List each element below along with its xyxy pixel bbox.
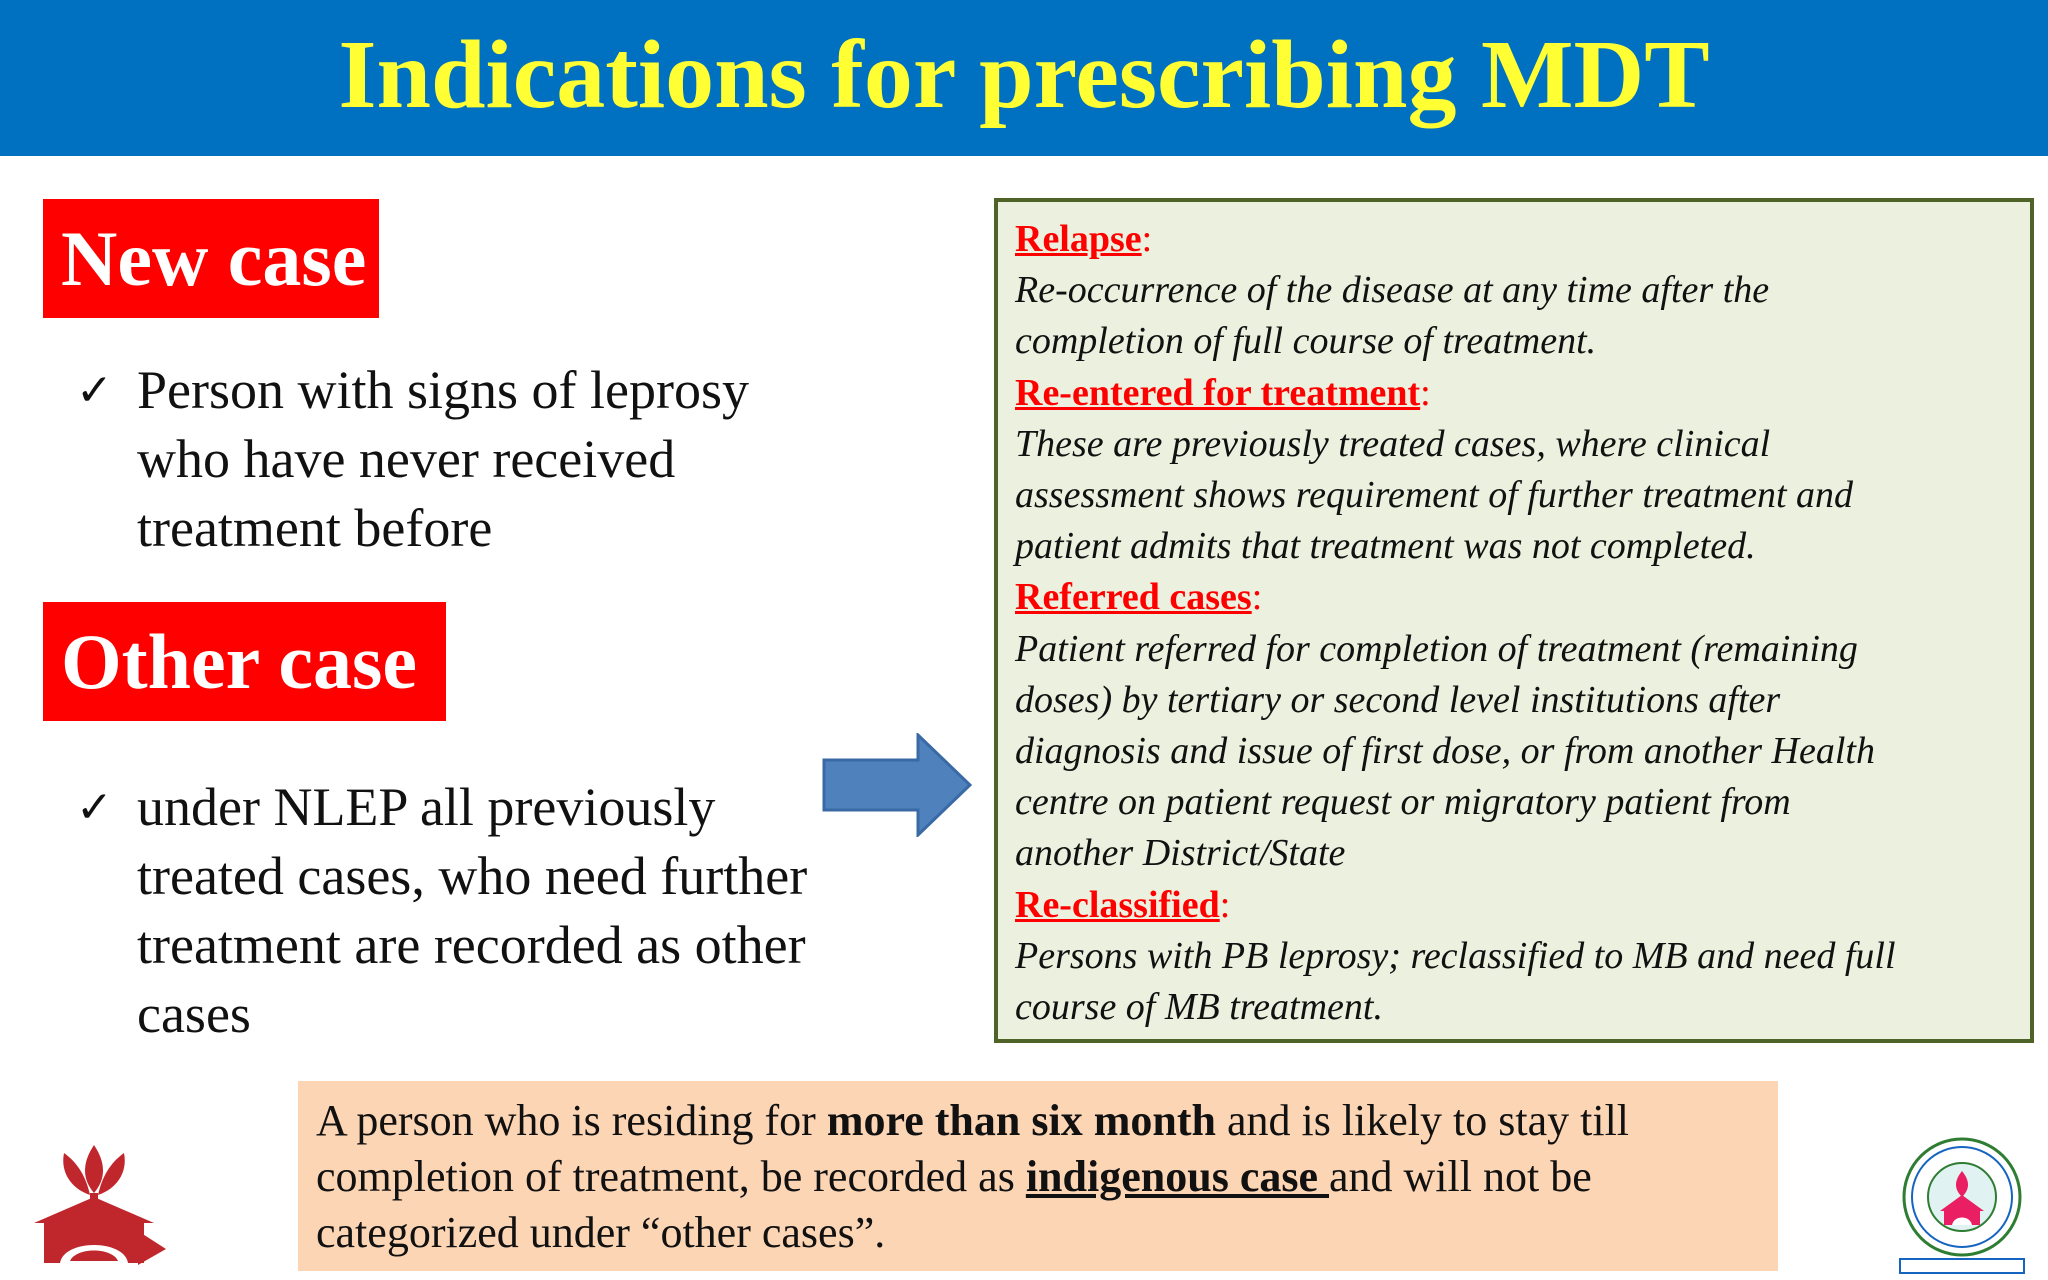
new-case-line: who have never received bbox=[137, 429, 676, 489]
definitions-box bbox=[994, 198, 2034, 1043]
definition-line: diagnosis and issue of first dose, or from another Health bbox=[1015, 730, 1875, 773]
new-case-text bbox=[137, 356, 749, 563]
new-case-label: New case bbox=[43, 199, 379, 318]
other-case-text bbox=[137, 773, 807, 1049]
definition-term: Referred cases bbox=[1015, 576, 1252, 619]
right-arrow-icon bbox=[822, 733, 972, 837]
definition-heading: Re-entered for treatment: bbox=[1015, 371, 1431, 414]
definition-line: doses) by tertiary or second level institutions after bbox=[1015, 678, 1781, 721]
definition-heading: Referred cases: bbox=[1015, 576, 1263, 619]
slide-title: Indications for prescribing MDT bbox=[338, 21, 1710, 129]
definition-line: Patient referred for completion of treatment (remaining bbox=[1015, 627, 1858, 670]
other-case-label: Other case bbox=[43, 602, 446, 721]
checkmark-icon: ✓ bbox=[76, 782, 113, 833]
other-case-line: treatment are recorded as other bbox=[137, 915, 806, 975]
indigenous-case-note bbox=[298, 1081, 1778, 1271]
definition-line: Persons with PB leprosy; reclassified to MB and need full bbox=[1015, 934, 1896, 977]
other-case-line: treated cases, who need further bbox=[137, 846, 808, 906]
definition-line: centre on patient request or migratory patient from bbox=[1015, 781, 1791, 824]
definition-line: These are previously treated cases, where clinical bbox=[1015, 422, 1771, 465]
definition-line: assessment shows requirement of further treatment and bbox=[1015, 474, 1854, 517]
definition-heading: Relapse: bbox=[1015, 218, 1153, 260]
institute-lotus-logo-icon bbox=[20, 1135, 168, 1270]
definition-term: Re-entered for treatment bbox=[1015, 371, 1421, 414]
definition-line: patient admits that treatment was not completed. bbox=[1015, 525, 1756, 568]
new-case-line: treatment before bbox=[137, 498, 493, 558]
definition-term: Relapse bbox=[1015, 218, 1142, 260]
title-bar bbox=[0, 0, 2048, 156]
other-case-line: under NLEP all previously bbox=[137, 777, 716, 837]
definition-heading: Re-classified: bbox=[1015, 883, 1231, 926]
note-line: categorized under “other cases”. bbox=[316, 1208, 886, 1257]
definition-line: Re-occurrence of the disease at any time after the bbox=[1015, 269, 1770, 312]
definition-line: another District/State bbox=[1015, 832, 1346, 875]
institute-seal-logo-icon bbox=[1882, 1135, 2042, 1275]
new-case-line: Person with signs of leprosy bbox=[137, 360, 749, 420]
definition-line: completion of full course of treatment. bbox=[1015, 320, 1597, 363]
definition-term: Re-classified bbox=[1015, 883, 1220, 926]
note-line: A person who is residing for more than six month and is likely to stay till bbox=[316, 1096, 1630, 1145]
other-case-line: cases bbox=[137, 984, 251, 1044]
emphasis-underlined-text: indigenous case bbox=[1025, 1152, 1329, 1201]
emphasis-text: more than six month bbox=[826, 1096, 1216, 1145]
note-line: completion of treatment, be recorded as indigenous case and will not be bbox=[316, 1152, 1592, 1201]
checkmark-icon: ✓ bbox=[76, 365, 113, 416]
definition-line: course of MB treatment. bbox=[1015, 986, 1383, 1029]
